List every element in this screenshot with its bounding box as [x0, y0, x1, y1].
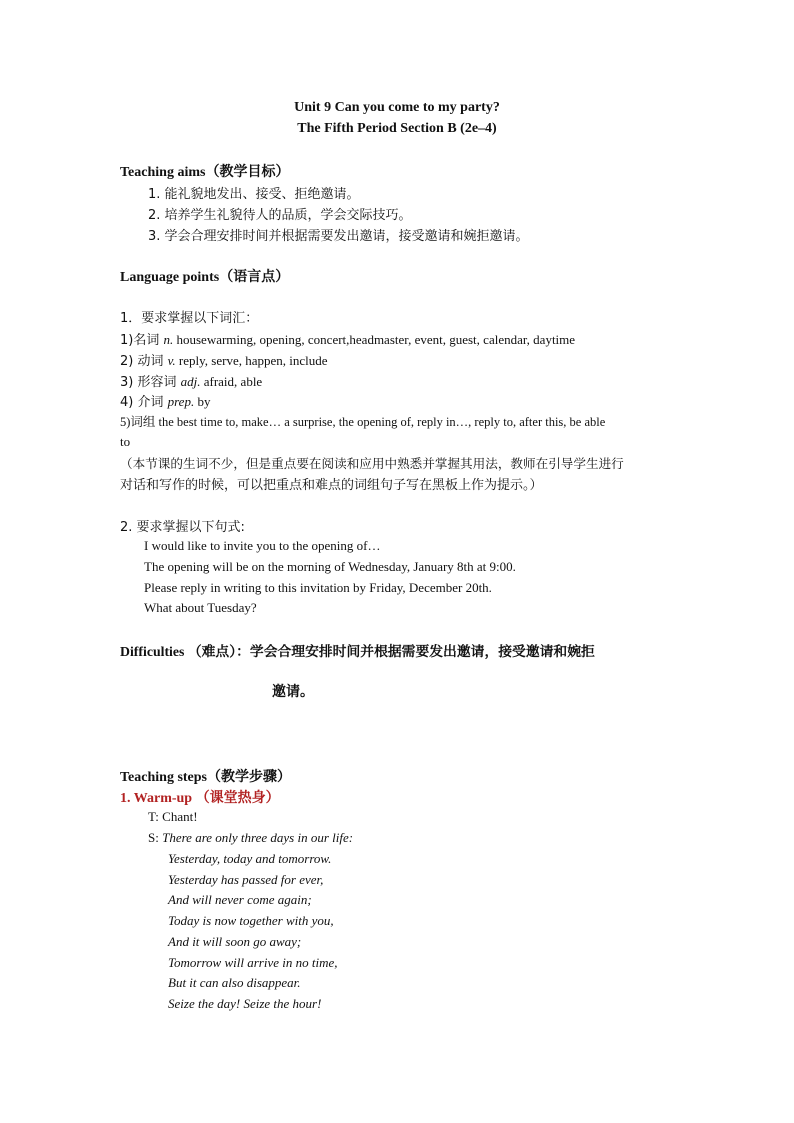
- preps-words: by: [194, 394, 211, 409]
- aim-item-1: 1. 能礼貌地发出、接受、拒绝邀请。: [148, 187, 360, 202]
- chant-line-6: And it will soon go away;: [168, 934, 302, 949]
- chant-line-1: There are only three days in our life:: [162, 830, 354, 845]
- chant-line-8: But it can also disappear.: [168, 975, 301, 990]
- aim-item-3: 3. 学会合理安排时间并根据需要发出邀请，接受邀请和婉拒邀请。: [148, 229, 529, 244]
- preps-pos: prep.: [167, 394, 195, 409]
- sentence-2: The opening will be on the morning of Wednesday, January 8th at 9:00.: [144, 559, 516, 574]
- adjs-label: 3) 形容词: [120, 375, 181, 390]
- adjs-pos: adj.: [180, 374, 201, 389]
- nouns-pos: n.: [163, 332, 174, 347]
- vocab-phrases-line2: to: [120, 434, 131, 449]
- unit-title: Unit 9 Can you come to my party?: [294, 100, 500, 115]
- nouns-words: housewarming, opening, concert,headmaster, event, guest, calendar, daytime: [173, 332, 576, 347]
- difficulties-line-2: 邀请。: [272, 685, 314, 700]
- language-points-heading: Language points（语言点）: [120, 270, 290, 285]
- note-line-2: 对话和写作的时候，可以把重点和难点的词组句子写在黑板上作为提示。）: [120, 478, 543, 493]
- chant-line-7: Tomorrow will arrive in no time,: [168, 955, 338, 970]
- nouns-label: 1)名词: [120, 333, 164, 348]
- difficulties-line-1: Difficulties （难点）：学会合理安排时间并根据需要发出邀请，接受邀请和婉拒: [120, 644, 595, 659]
- chant-line-2: Yesterday, today and tomorrow.: [168, 851, 332, 866]
- teacher-line: T: Chant!: [148, 809, 198, 824]
- student-prefix: S:: [148, 830, 163, 845]
- vocab-verbs: [120, 350, 328, 369]
- warmup-heading: 1. Warm-up （课堂热身）: [120, 791, 280, 806]
- adjs-words: afraid, able: [200, 374, 263, 389]
- sentences-intro: 2. 要求掌握以下句式:: [120, 520, 245, 535]
- chant-line-4: And will never come again;: [168, 892, 312, 907]
- preps-label: 4) 介词: [120, 395, 168, 410]
- verbs-words: reply, serve, happen, include: [175, 353, 328, 368]
- teaching-aims-heading: Teaching aims（教学目标）: [120, 165, 290, 180]
- vocab-intro: 1．要求掌握以下词汇：: [120, 311, 259, 326]
- sentence-4: What about Tuesday?: [144, 600, 257, 615]
- aim-item-2: 2. 培养学生礼貌待人的品质，学会交际技巧。: [148, 208, 412, 223]
- student-line: [148, 830, 353, 846]
- vocab-nouns: [120, 329, 575, 348]
- chant-line-3: Yesterday has passed for ever,: [168, 872, 324, 887]
- chant-line-9: Seize the day! Seize the hour!: [168, 996, 322, 1011]
- period-title: The Fifth Period Section B (2e–4): [297, 121, 497, 136]
- chant-line-5: Today is now together with you,: [168, 913, 334, 928]
- note-line-1: （本节课的生词不少，但是重点要在阅读和应用中熟悉并掌握其用法，教师在引导学生进行: [120, 456, 624, 471]
- vocab-adjs: [120, 371, 262, 390]
- sentence-3: Please reply in writing to this invitation by Friday, December 20th.: [144, 580, 492, 595]
- verbs-pos: v.: [167, 353, 176, 368]
- sentence-1: I would like to invite you to the opening of…: [144, 538, 381, 553]
- verbs-label: 2) 动词: [120, 354, 168, 369]
- vocab-phrases-line1: 5)词组 the best time to, make… a surprise, the opening of, reply in…, reply to, after this, be able: [120, 415, 606, 429]
- vocab-preps: [120, 391, 210, 410]
- teaching-steps-heading: Teaching steps（教学步骤）: [120, 770, 292, 785]
